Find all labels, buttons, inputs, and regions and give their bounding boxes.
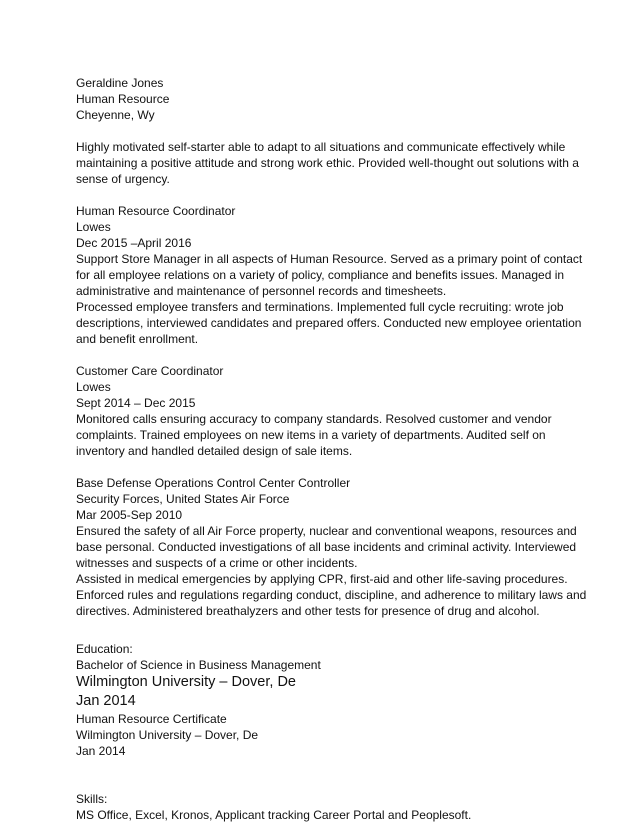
- degree-school: Wilmington University – Dover, De: [76, 674, 296, 690]
- certificate-name: Human Resource Certificate: [76, 712, 227, 726]
- job-company: Security Forces, United States Air Force: [76, 492, 290, 506]
- resume-header: [76, 75, 576, 123]
- job-title: Customer Care Coordinator: [76, 364, 224, 378]
- job-dates: Dec 2015 –April 2016: [76, 236, 192, 250]
- job-description-line: witnesses and suspects of a crime or other incidents.: [76, 556, 358, 570]
- job-dates: Sept 2014 – Dec 2015: [76, 396, 196, 410]
- job-title: Base Defense Operations Control Center Controller: [76, 476, 351, 490]
- job-description-line: Monitored calls ensuring accuracy to company standards. Resolved customer and vendor: [76, 412, 552, 426]
- job-description-line: Processed employee transfers and terminations. Implemented full cycle recruiting: wrote job: [76, 300, 564, 314]
- job-description-line: base personal. Conducted investigations of all base incidents and criminal activity. Interviewed: [76, 540, 577, 554]
- certificate-school: Wilmington University – Dover, De: [76, 728, 259, 742]
- summary-line: Highly motivated self-starter able to adapt to all situations and communicate effectively while: [76, 140, 566, 154]
- education-section: [76, 641, 576, 759]
- education-heading: Education:: [76, 642, 133, 656]
- job-entry: [76, 363, 576, 459]
- degree-name: Bachelor of Science in Business Management: [76, 658, 321, 672]
- applicant-location: Cheyenne, Wy: [76, 108, 155, 122]
- job-description-line: descriptions, interviewed candidates and prepared offers. Conducted new employee orientation: [76, 316, 582, 330]
- degree-date: Jan 2014: [76, 693, 136, 709]
- skills-heading: Skills:: [76, 792, 108, 806]
- job-dates: Mar 2005-Sep 2010: [76, 508, 183, 522]
- summary-line: maintaining a positive attitude and strong work ethic. Provided well-thought out solutions with a: [76, 156, 579, 170]
- job-description-line: administrative and maintenance of personnel records and timesheets.: [76, 284, 447, 298]
- job-description-line: Enforced rules and regulations regarding conduct, discipline, and adherence to military laws and: [76, 588, 587, 602]
- job-title: Human Resource Coordinator: [76, 204, 236, 218]
- certificate-date: Jan 2014: [76, 744, 126, 758]
- summary-section: [76, 139, 579, 187]
- summary-line: sense of urgency.: [76, 172, 170, 186]
- applicant-name: Geraldine Jones: [76, 76, 164, 90]
- job-company: Lowes: [76, 380, 111, 394]
- job-description-line: complaints. Trained employees on new items in a variety of departments. Audited self on: [76, 428, 546, 442]
- job-description-line: for all employee relations on a variety of policy, compliance and benefits issues. Managed in: [76, 268, 565, 282]
- skills-section: [76, 791, 576, 823]
- applicant-title: Human Resource: [76, 92, 170, 106]
- job-description-line: directives. Administered breathalyzers and other tests for presence of drug and alcohol.: [76, 604, 540, 618]
- job-entry: [76, 475, 587, 619]
- job-description-line: inventory and handled detailed design of sale items.: [76, 444, 353, 458]
- job-description-line: Assisted in medical emergencies by applying CPR, first-aid and other life-saving procedures.: [76, 572, 568, 586]
- job-company: Lowes: [76, 220, 111, 234]
- job-description-line: Ensured the safety of all Air Force property, nuclear and conventional weapons, resources and: [76, 524, 577, 538]
- skills-list: MS Office, Excel, Kronos, Applicant tracking Career Portal and Peoplesoft.: [76, 808, 472, 822]
- job-description-line: Support Store Manager in all aspects of Human Resource. Served as a primary point of contact: [76, 252, 583, 266]
- job-entry: [76, 203, 583, 347]
- job-description-line: and benefit enrollment.: [76, 332, 199, 346]
- resume-page: [76, 75, 587, 823]
